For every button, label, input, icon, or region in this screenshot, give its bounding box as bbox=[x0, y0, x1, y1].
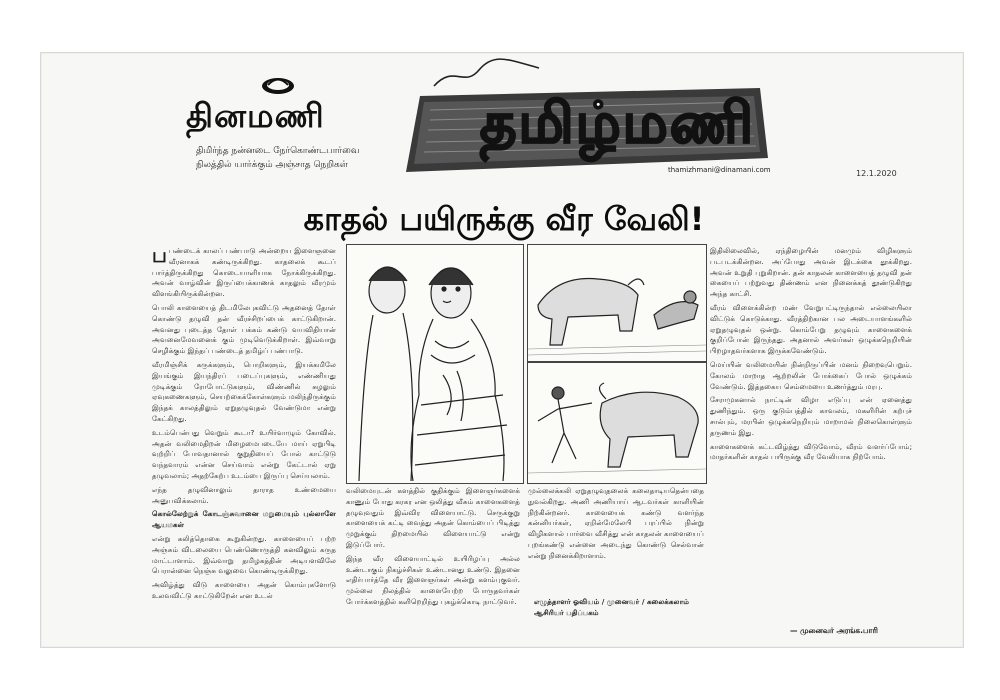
masthead-tagline bbox=[196, 144, 396, 172]
paragraph: முல்லைக்கலி ஏறுதழுவுதலைக் கலைதாடியதென்பதை நுவல்கிறது. அணி அணியாய் ஆடவர்கள் காளியின் நிற்கின்றனர். காளையைக் கண்டு வளர்ந்த கன்னியர்கள், ஏறின்மேலேபி பரப்பில் நின்று விழிகளால் பார்வை வீசித்து என் காதலன் காளையைப் புறங்கண்டு என்னை அடைந்து கொண்டு செல்வான் என்று நினைக்கிறாளாம். bbox=[528, 486, 704, 560]
supplement-title: தமிழ்மணி bbox=[480, 90, 756, 156]
illustration-credit: எழுத்தாளர் ஓவியம் / முனைவர் / கலைக்கலாம் ஆசிரியர் பதிப்பகம் bbox=[534, 597, 690, 617]
paragraph: உடம்பென்பது வெறும் கூடா? உயிர்வாழும் கோவில். அதன் வலிமைதிறன் மிழைமைபடையே மாய் ஏறுபிடி வுற்றிப் போவதானால் குறுதியைப் போல் காட்டுடு வந்தவாரம் என்ன செய்வாம் என்று கேட்டால் ஏறு தழுவலாம்; அதற்கேற்ப உடம்பை இருப்பு செய்யலாம். bbox=[152, 427, 336, 480]
illustration-bull-tamer bbox=[527, 362, 707, 484]
women-drawing-icon bbox=[347, 245, 523, 483]
dinamani-crest-icon bbox=[258, 72, 298, 96]
paragraph: வீரம் விளைக்கின்ற மண் வேறுபட்டிருந்தால் எல்லையிலா விட்டுக் கொடுக்காது. வீரத்திற்கான பல அடையாளங்களில் ஏறுதழுவுதல் ஒன்று. கொம்பேறு தழுவும் காளைகளைக் குறிப்போன் இருந்தது. அதனால் அவர்கள் ஒழுக்கநெறியின் பிறழாதவர்களாக இருக்கவேண்டும். bbox=[710, 302, 912, 356]
paragraph: இதிலிலைவில், ஏந்திழையின் மனமும் விழிகளும் படபடக்கின்றன. அப்போது அவன் இடக்கை தூக்கிறது. அவன் உறுதி புறுகிறான். தன் காதலன் காளையைத் தழுவி தன் கையைப் பற்றுவது திண்ணம் என நினைக்கத் தூண்டுகிறது அந்த காட்சி. bbox=[710, 246, 912, 299]
masthead-logo: தினமணி bbox=[186, 96, 325, 135]
illustration-bull-charging bbox=[527, 244, 707, 362]
article-headline: காதல் பயிருக்கு வீர வேலி! bbox=[303, 200, 705, 238]
article-column-left bbox=[152, 246, 336, 640]
paragraph: அவிழ்த்து விடு காளையை அதன் கொம்புகளோடு உலவவிட்டு காட்டுகிறேன் என உடல் bbox=[152, 580, 336, 600]
article-column-mid-left bbox=[346, 486, 520, 636]
paragraph bbox=[152, 246, 336, 300]
paragraph: இந்த வீர விளையாட்டில் உயிரிழப்பு அல்ல உண்டாகும் நிகழ்ச்சிகள் உண்டானது உண்டு. இதனை எதிர்பார்த்தே வீர இளைஞர்கள் அன்று களம்புகுவர். முல்லை நிலத்தில் காளையேற்ற போருதவர்கள் போர்க்களத்தில் களிறெறிந்து புகழ்க்கொடி நாட்டுவர். bbox=[346, 553, 520, 606]
article-column-mid-right bbox=[528, 486, 704, 596]
paragraph: எந்த தழுவினாலும் தாராத உண்மையை அனுபவிக்கலாம். bbox=[152, 484, 336, 505]
paragraph: சேராமுகனால் நாட்டின் விழா எடுப்பு என் ஏனைத்து துணிந்தும். ஒரு குடும்பத்தில் காவலம், மகளிரின் கற்புச் சால்பும், மரபின் ஒழுக்கநெறியும் மாறாமல் நிலைகொள்ளும் தருணம் இது. bbox=[710, 395, 912, 437]
paragraph: மெய்யின் வலிமையின் நின்றிருப்பின் மனம் நிறைவுபெறும். கோலம் மாறாத ஆற்றலின் போக்கைப் போல் ஒழுக்கம் வேண்டும். இத்தகைய செம்மையை உணர்த்தும் மரபு. bbox=[710, 359, 912, 391]
tagline-line-2: நிலத்தில் யார்க்கும் அஞ்சாத நெறிகள் bbox=[196, 160, 348, 170]
article-column-right bbox=[710, 246, 912, 640]
illustration-women bbox=[346, 244, 524, 484]
bull-drawing-icon bbox=[528, 245, 706, 361]
bull-tamer-drawing-icon bbox=[528, 363, 706, 483]
tagline-line-1: திமிர்ந்த நன்னடை நேர்கொண்டபார்வை bbox=[196, 146, 360, 156]
supplement-email[interactable]: thamizhmani@dinamani.com bbox=[668, 166, 771, 174]
dropcap: ப bbox=[152, 246, 167, 267]
paragraph: வீரமிஞ்சிக் கருக்களும், பொறிகளும், இயக்கமிலே இயங்கும் இயந்திரப் படைப்புகளும், எண்ணியது முடிக்கும் ரோபோட்டுகளும், விண்ணில் சுழலும் ஏவுகணைகளும், செயற்கைக்கோள்களும் மலிந்திருக்கும் இந்தக் காலத்திலும் ஏறுதழுவுதல் வேண்டுமா என்று கேட்கிறது. bbox=[152, 359, 336, 423]
paragraph: பொலி காளையைத் திடமிலேபுகவிட்டு அதனைத் தோள் கொண்டு தழுவி தன் வீரச்சிறப்பைக் காட்டுகிறான். அவனது புடைத்த தோள் பக்கம் கண்டு வயவிதியான் அவனைமேவனைக் கும் முடிவெடுக்கிறாள். இவ்வாறு செழிக்கும் இந்தப் பண்டைத் தமிழ்ப் பண்பாடு. bbox=[152, 302, 336, 356]
quote: கொல்லேற்றுக் கோடஞ்சுவானை மறுமையும் புல்லாளே ஆயமகள் bbox=[152, 509, 336, 530]
article-author: — முனைவர் அரங்க.பாரி bbox=[790, 626, 878, 635]
paragraph: காளைகளைக் கட்டவிழ்த்து விடுவோம், வீரம் வளர்ப்போம்; மாதர்களின் காதல் பயிருக்கு வீர வேலியாக நிற்போம். bbox=[710, 441, 912, 462]
paragraph-text: பண்டைக் காலப் பண்பாடு அன்றைய இளைஞனை வீரனாகக் கண்டிருக்கிறது. காதலைக் கூடப் பார்த்திருக்கிறது கொடையாளியாக நோக்கிருக்கிறது. அவன் வாழ்வின் இருப்பைக்காணக் காதலும் வீரமும் விளங்கியிருக்கின்றன. bbox=[152, 246, 336, 299]
paragraph: என்று கலித்தொகை கூறுகின்றது. காளையைப் பற்ற அஞ்சும் விடலையை பெண்ணொருத்தி கனவிலும் கருத மாட்டாளாம். இவ்வாறு தமிழகத்தின் அடியளவிலே பெரான்னை நெஞ்சு வலுவை கொண்டிருக்கிறது. bbox=[152, 533, 336, 576]
issue-date: 12.1.2020 bbox=[856, 169, 897, 178]
paragraph: வலிமையுடன் களத்தில் குதிக்கும் இளைஞர்களைக் காணும் போது கரகர என ஒலித்து வீசும் காளைகளைத் தழுவுவதும் இவ்விர விளையாட்டு. செருக்குறு காளையைக் கட்டி வைத்து அதன் கொம்பைப் பிடித்து முறுக்கும் திறமையில் விளையாட்டு என்று இடுப்போர். bbox=[346, 486, 520, 549]
